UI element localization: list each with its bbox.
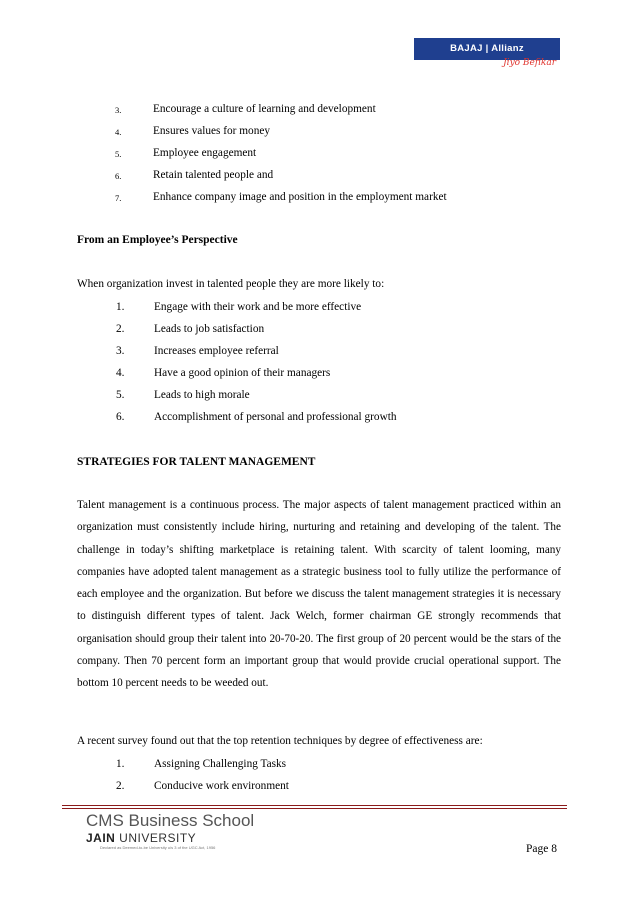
logo-tagline: Jiyo Befikar <box>503 58 556 68</box>
list-number: 3. <box>115 105 122 115</box>
list-number: 6. <box>116 411 125 423</box>
employee-perspective-heading: From an Employee’s Perspective <box>77 234 238 246</box>
strategies-heading: STRATEGIES FOR TALENT MANAGEMENT <box>77 456 316 468</box>
jain-university-logo <box>86 831 196 845</box>
list-text: Accomplishment of personal and professional growth <box>154 411 397 423</box>
list-number: 7. <box>115 193 122 203</box>
footer-divider <box>62 808 567 809</box>
list-text: Encourage a culture of learning and development <box>153 103 376 115</box>
strategies-paragraph: Talent management is a continuous process. The major aspects of talent management practiced within an organization must consistently include hiring, nurturing and retaining and developing of the talent. The challenge in today’s shifting marketplace is retaining talent. With scarcity of talent looming, many companies have adopted talent management as a strategic business tool to fully utilize the performance of each employee and the organization. But before we discuss the talent management strategies it is necessary to distinguish different types of talent. Jack Welch, former chairman GE strongly recommends that organisation should group their talent into 20-70-20. The first group of 20 percent would be the stars of the company. Then 70 percent form an important group that would provide crucial operational support. The bottom 10 percent needs to be weeded out. <box>77 499 561 690</box>
list-number: 5. <box>115 149 122 159</box>
list-number: 5. <box>116 389 125 401</box>
list-text: Leads to job satisfaction <box>154 323 265 335</box>
page-number: Page 8 <box>526 843 557 855</box>
list-text: Increases employee referral <box>154 345 279 357</box>
list-number: 2. <box>116 323 125 335</box>
employee-intro: When organization invest in talented people they are more likely to: <box>77 278 385 290</box>
list-number: 6. <box>115 171 122 181</box>
list-text: Enhance company image and position in the employment market <box>153 191 447 203</box>
list-text: Have a good opinion of their managers <box>154 367 331 379</box>
list-text: Assigning Challenging Tasks <box>154 758 287 770</box>
list-number: 3. <box>116 345 125 357</box>
list-text: Conducive work environment <box>154 780 289 792</box>
footer-divider <box>62 805 567 806</box>
list-text: Employee engagement <box>153 147 257 159</box>
list-text: Engage with their work and be more effective <box>154 301 362 313</box>
jain-wordmark: JAIN <box>86 831 116 845</box>
list-text: Ensures values for money <box>153 125 271 137</box>
university-wordmark: UNIVERSITY <box>115 831 197 845</box>
list-text: Retain talented people and <box>153 169 274 181</box>
list-number: 1. <box>116 758 125 770</box>
cms-business-school-logo: CMS Business School <box>86 811 255 830</box>
university-subtitle: Declared as Deemed-to-be University u/s 3 of the UGC Act, 1956 <box>100 845 216 850</box>
bajaj-allianz-logo: BAJAJ | Allianz <box>414 38 560 60</box>
list-number: 2. <box>116 780 125 792</box>
list-text: Leads to high morale <box>154 389 250 401</box>
list-number: 1. <box>116 301 125 313</box>
list-number: 4. <box>115 127 122 137</box>
survey-intro: A recent survey found out that the top retention techniques by degree of effectiveness are: <box>77 735 483 747</box>
list-number: 4. <box>116 367 125 379</box>
